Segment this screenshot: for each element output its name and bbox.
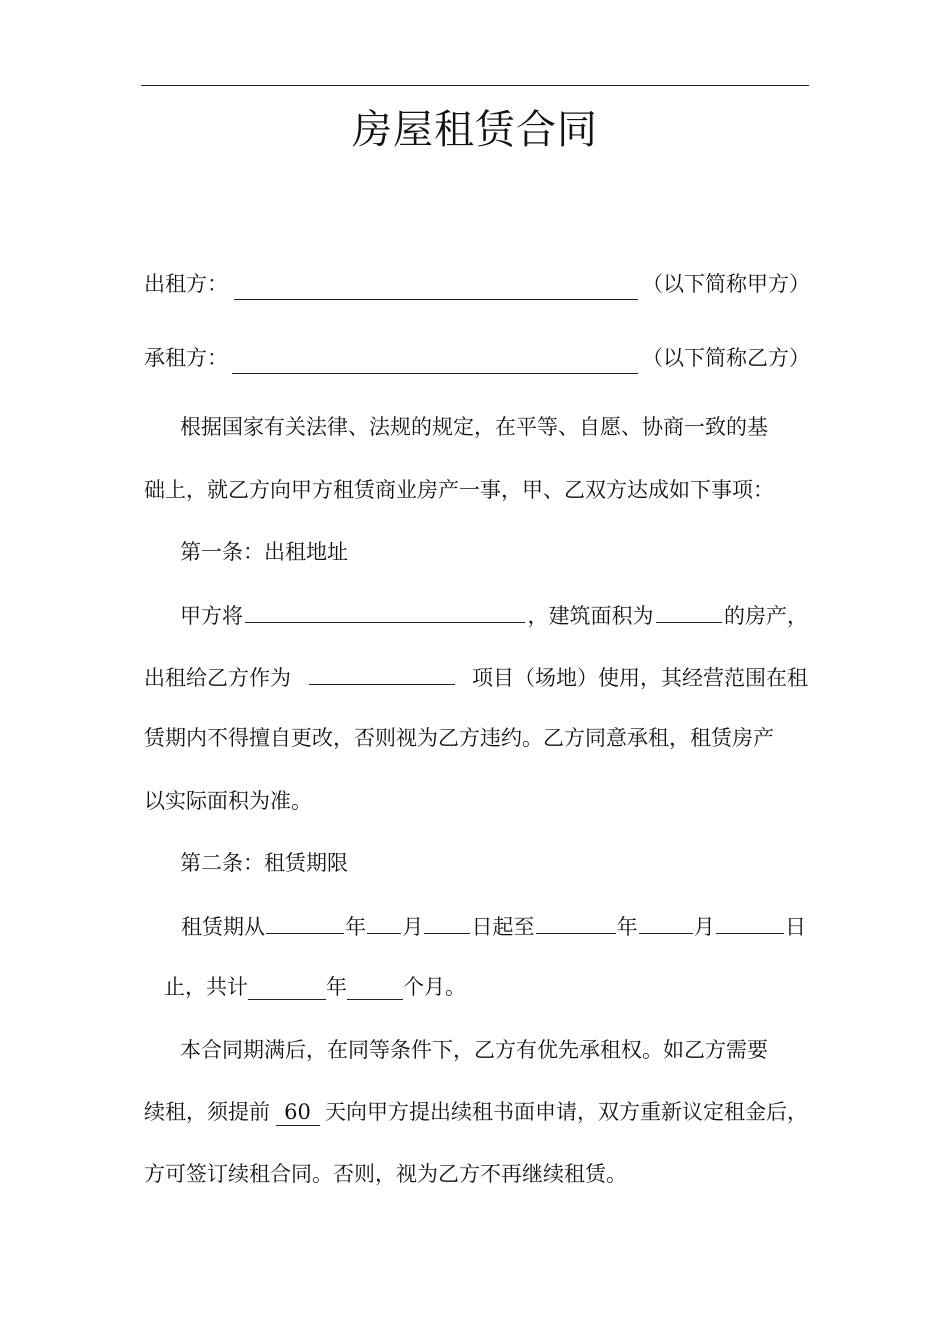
period-from-label: 租赁期从 [181, 915, 265, 939]
article1-text-c: 的房产， [724, 604, 808, 628]
lessee-suffix: （以下简称乙方） [642, 346, 810, 370]
document-title: 房屋租赁合同 [352, 107, 598, 153]
header-rule [141, 85, 809, 86]
end-day-blank[interactable] [716, 909, 784, 934]
article1-text-a: 甲方将 [180, 604, 243, 628]
lease-period-line [181, 909, 806, 943]
lessee-label: 承租方： [144, 346, 228, 370]
start-day-label: 日起至 [471, 915, 535, 939]
article1-line-3: 赁期内不得擅自更改，否则视为乙方违约。乙方同意承租，租赁房产 [144, 726, 774, 750]
intro-line-1: 根据国家有关法律、法规的规定，在平等、自愿、协商一致的基 [180, 415, 768, 439]
article2-heading: 第二条：租赁期限 [180, 851, 348, 875]
lessor-label: 出租方： [144, 272, 228, 296]
renewal-line-2 [144, 1096, 808, 1128]
article1-line-1 [144, 598, 808, 632]
start-year-blank[interactable] [266, 909, 344, 934]
area-blank[interactable] [656, 598, 722, 623]
lessee-blank[interactable] [232, 349, 638, 374]
article1-text-e: 项目（场地）使用，其经营范围在租 [472, 666, 808, 690]
renewal-line-3: 方可签订续租合同。否则，视为乙方不再继续租赁。 [144, 1162, 627, 1186]
start-day-blank[interactable] [424, 909, 470, 934]
article1-line-4: 以实际面积为准。 [144, 789, 312, 813]
article1-text-b: ，建筑面积为 [527, 604, 654, 628]
article1-heading: 第一条：出租地址 [180, 540, 348, 564]
end-year-blank[interactable] [536, 909, 616, 934]
renewal-line-1: 本合同期满后，在同等条件下，乙方有优先承租权。如乙方需要 [180, 1038, 768, 1062]
start-month-blank[interactable] [367, 909, 401, 934]
total-months-blank[interactable] [347, 975, 403, 1000]
renewal-text-a: 续租，须提前 [144, 1100, 270, 1124]
end-month-blank[interactable] [639, 909, 693, 934]
address-blank[interactable] [245, 598, 525, 623]
total-label: 止，共计 [164, 975, 248, 999]
end-day-label: 日 [784, 915, 806, 939]
project-blank[interactable] [309, 660, 455, 685]
renewal-text-b: 天向甲方提出续租书面申请，双方重新议定租金后， [325, 1100, 808, 1124]
total-years-blank[interactable] [248, 975, 326, 1000]
total-months-label: 个月。 [403, 975, 466, 999]
start-month-label: 月 [402, 915, 424, 939]
lease-total-line [164, 971, 484, 1003]
intro-line-2: 础上，就乙方向甲方租赁商业房产一事，甲、乙双方达成如下事项： [144, 478, 774, 502]
lessee-line [144, 342, 810, 374]
lessor-suffix: （以下简称甲方） [642, 272, 810, 296]
end-year-label: 年 [616, 915, 638, 939]
start-year-label: 年 [345, 915, 367, 939]
lessor-blank[interactable] [234, 275, 638, 300]
total-year-label: 年 [326, 975, 347, 999]
lessor-line [144, 268, 810, 300]
end-month-label: 月 [693, 915, 715, 939]
article1-text-d: 出租给乙方作为 [144, 666, 291, 690]
renewal-days-value[interactable]: 60 [276, 1099, 320, 1126]
article1-line-2 [144, 660, 808, 694]
